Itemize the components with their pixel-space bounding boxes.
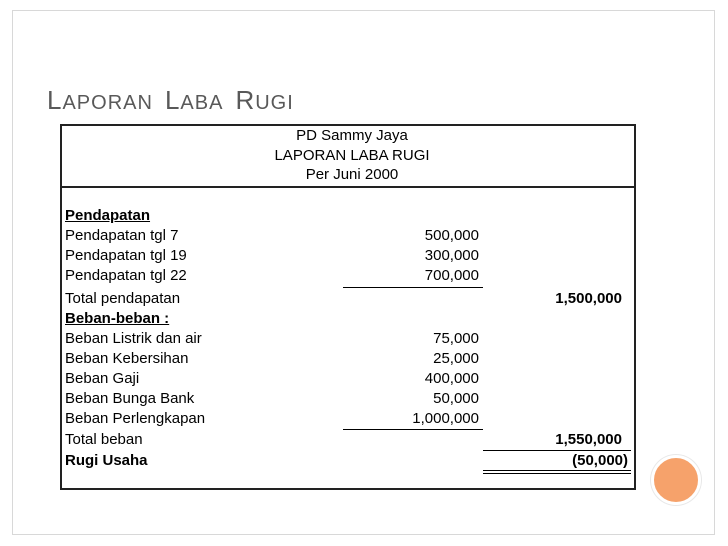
title-word-3: RUGI (235, 85, 294, 115)
expense-label: Beban Bunga Bank (65, 390, 195, 407)
expense-amount: 75,000 (433, 330, 479, 347)
expense-amount: 1,000,000 (412, 410, 479, 427)
expense-row (65, 350, 631, 370)
total-income-value: 1,500,000 (555, 290, 622, 307)
income-row (65, 227, 631, 247)
expense-amount: 25,000 (433, 350, 479, 367)
income-amount: 300,000 (424, 247, 479, 264)
title-word-2: LABA (164, 85, 224, 115)
title-word-1: LAPORAN (47, 85, 153, 115)
report-header (62, 126, 634, 188)
total-income-label: Total pendapatan (65, 290, 181, 307)
expense-amount: 400,000 (424, 370, 479, 387)
expense-row (65, 330, 631, 350)
expense-heading: Beban-beban : (65, 310, 170, 327)
decorative-circle (651, 455, 701, 505)
total-rule (483, 450, 631, 451)
expense-row (65, 370, 631, 390)
expense-amount: 50,000 (433, 390, 479, 407)
income-heading: Pendapatan (65, 207, 151, 224)
expense-row (65, 410, 631, 430)
report-period: Per Juni 2000 (305, 166, 399, 183)
expense-row (65, 390, 631, 410)
result-value: (50,000) (572, 452, 628, 469)
income-amount: 700,000 (424, 267, 479, 284)
total-expense-label: Total beban (65, 431, 143, 448)
double-rule-top (483, 470, 631, 471)
total-expense-row (65, 431, 631, 451)
slide-title (47, 80, 306, 117)
income-heading-row (65, 207, 631, 227)
expense-label: Beban Perlengkapan (65, 410, 206, 427)
result-label: Rugi Usaha (65, 452, 148, 469)
total-expense-value: 1,550,000 (555, 431, 622, 448)
income-amount: 500,000 (424, 227, 479, 244)
income-label: Pendapatan tgl 7 (65, 227, 179, 244)
subtotal-rule (343, 429, 483, 430)
expense-heading-row (65, 310, 631, 330)
income-row (65, 267, 631, 287)
double-rule-bottom (483, 473, 631, 474)
result-row (65, 452, 631, 472)
report-title: LAPORAN LABA RUGI (274, 147, 430, 164)
income-label: Pendapatan tgl 19 (65, 247, 187, 264)
income-statement-table (60, 124, 636, 490)
total-income-row (65, 290, 631, 310)
expense-label: Beban Gaji (65, 370, 140, 387)
income-row (65, 247, 631, 267)
expense-label: Beban Kebersihan (65, 350, 189, 367)
income-label: Pendapatan tgl 22 (65, 267, 187, 284)
subtotal-rule (343, 287, 483, 288)
expense-label: Beban Listrik dan air (65, 330, 202, 347)
company-name: PD Sammy Jaya (296, 127, 408, 144)
